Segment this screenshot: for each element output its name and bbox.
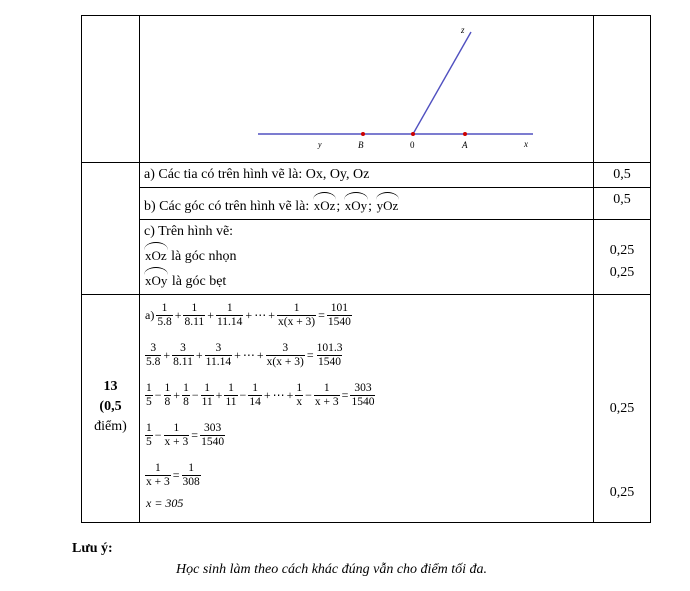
row-a-text: a) Các tia có trên hình vẽ là: Ox, Oy, Oz — [144, 167, 370, 182]
row-a-text-cell — [140, 163, 594, 188]
row-b — [82, 188, 651, 220]
empty-cell — [82, 16, 140, 163]
fraction: $\frac{3}{x(x + 3)}$ — [266, 341, 304, 368]
label-b: B — [358, 140, 364, 150]
fraction: $\frac{1}{8}$ — [164, 381, 171, 408]
row-b-score: 0,5 — [613, 192, 631, 207]
question-points: (0,5 — [99, 399, 122, 414]
question-label — [82, 295, 139, 437]
fraction: $\frac{1}{5}$ — [146, 381, 152, 408]
point-b — [361, 132, 365, 136]
fraction: $\frac{1}{14}$ — [249, 381, 261, 408]
row-b-prefix: b) Các góc có trên hình vẽ là: — [144, 199, 310, 214]
math-line-1: a) $\frac{1}{5.8}$ + $\frac{1}{8.11}$ + $\frac{1}{11.14}$ + ⋯ + $\frac{1}{x(x + 3)}$ = $\frac{101}{1540}$ — [145, 301, 351, 328]
label-o: 0 — [410, 140, 415, 150]
straight-text: là góc bẹt — [171, 274, 227, 289]
label-z: z — [461, 25, 465, 35]
prefix-a: a) — [145, 307, 155, 322]
question-unit: điểm) — [94, 419, 127, 434]
fraction: $\frac{1}{11}$ — [225, 381, 237, 408]
fraction: $\frac{1}{5}$ — [146, 421, 152, 448]
result-fraction: $\frac{1}{308}$ — [182, 461, 200, 488]
question-13-row — [82, 295, 651, 523]
fraction: $\frac{3}{5.8}$ — [146, 341, 161, 368]
math-score-2: 0,25 — [609, 485, 635, 500]
separator: ; — [368, 199, 373, 214]
angle-xoz: xOz — [145, 244, 167, 265]
math-line-final: x = 305 — [146, 496, 184, 510]
fraction: $\frac{1}{8}$ — [183, 381, 189, 408]
label-y: y — [318, 140, 322, 149]
angle-xoy: xOy — [145, 269, 167, 290]
row-b-text — [140, 188, 593, 219]
fraction: $\frac{1}{5.8}$ — [157, 301, 172, 328]
fraction: $\frac{3}{11.14}$ — [205, 341, 232, 368]
row-c-score-2: 0,25 — [609, 265, 635, 280]
row-b-text-cell — [140, 188, 594, 220]
row-a-score: 0,5 — [613, 167, 631, 182]
question-number: 13 — [103, 379, 118, 394]
row-a-score-cell — [594, 163, 651, 188]
row-c-line1 — [140, 241, 593, 266]
row-c — [82, 220, 651, 295]
result-fraction: $\frac{101}{1540}$ — [327, 301, 351, 328]
note-body: Học sinh làm theo cách khác đúng vẫn cho điểm tối đa. — [176, 562, 488, 577]
angle-yoz: yOz — [377, 194, 399, 215]
fraction: $\frac{1}{11.14}$ — [216, 301, 243, 328]
figure-row — [82, 16, 651, 163]
fraction: $\frac{1}{x + 3}$ — [146, 461, 170, 488]
label-x: x — [524, 139, 528, 149]
row-c-title: c) Trên hình vẽ: — [144, 224, 234, 239]
angle-xoy: xOy — [345, 194, 367, 215]
acute-text: là góc nhọn — [171, 249, 237, 264]
fraction: $\frac{3}{8.11}$ — [173, 341, 193, 368]
math-line-4: $\frac{1}{5}$ − $\frac{1}{x + 3}$ = $\frac{303}{1540}$ — [146, 421, 225, 448]
figure-cell — [140, 16, 594, 163]
math-score-cell — [594, 295, 651, 523]
math-line-3: $\frac{1}{5}$ − $\frac{1}{8}$ + $\frac{1}{8}$ − $\frac{1}{11}$ + $\frac{1}{11}$ − $\frac{1}{14}$ + ⋯ + $\frac{1}{x}$ − $\frac{1}{x + 3}$ = $\frac{303}{1540}$ — [146, 381, 375, 408]
math-line-5: $\frac{1}{x + 3}$ = $\frac{1}{308}$ — [146, 461, 200, 488]
question-label-cell — [82, 295, 140, 523]
math-cell — [140, 295, 594, 523]
fraction: $\frac{1}{x + 3}$ — [164, 421, 189, 448]
empty-score-cell — [594, 16, 651, 163]
note-title: Lưu ý: — [72, 541, 113, 556]
fraction: $\frac{1}{x + 3}$ — [314, 381, 339, 408]
row-c-line2 — [140, 266, 593, 294]
result-fraction: $\frac{101.3}{1540}$ — [316, 341, 343, 368]
angle-figure — [140, 16, 593, 157]
label-a: A — [462, 140, 468, 150]
separator: ; — [336, 199, 341, 214]
result-fraction: $\frac{303}{1540}$ — [201, 421, 225, 448]
point-a — [463, 132, 467, 136]
answer-table — [81, 15, 651, 523]
row-c-score-1: 0,25 — [609, 243, 635, 258]
result-fraction: $\frac{303}{1540}$ — [351, 381, 375, 408]
row-c-text-cell — [140, 220, 594, 295]
empty-cell — [82, 163, 140, 295]
ray-oz — [413, 32, 471, 134]
fraction: $\frac{1}{11}$ — [201, 381, 213, 408]
point-o — [411, 132, 415, 136]
fraction: $\frac{1}{8.11}$ — [184, 301, 205, 328]
row-c-score-cell — [594, 220, 651, 295]
angle-xoz: xOz — [314, 194, 336, 215]
fraction: $\frac{1}{x(x + 3)}$ — [277, 301, 316, 328]
math-score-1: 0,25 — [609, 401, 635, 416]
math-line-2: $\frac{3}{5.8}$ + $\frac{3}{8.11}$ + $\frac{3}{11.14}$ + ⋯ + $\frac{3}{x(x + 3)}$ = $\frac{101.3}{1540}$ — [146, 341, 343, 368]
row-b-score-cell — [594, 188, 651, 220]
fraction: $\frac{1}{x}$ — [296, 381, 303, 408]
row-a — [82, 163, 651, 188]
